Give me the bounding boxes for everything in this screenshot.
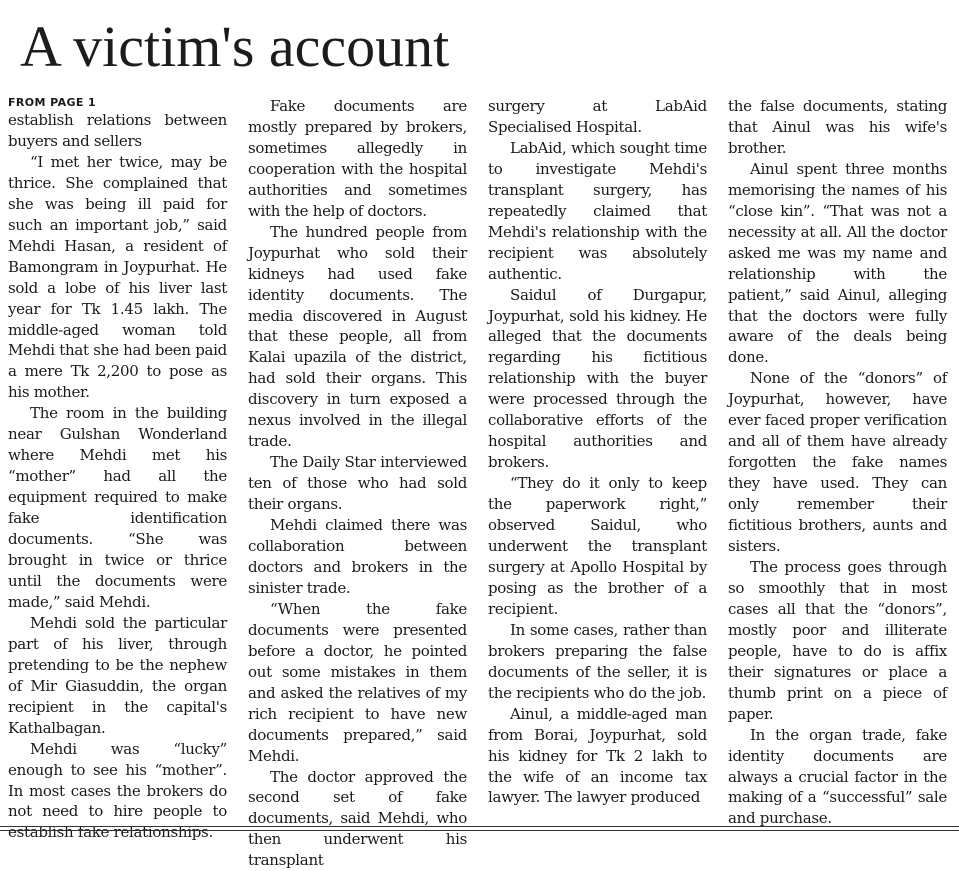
paragraph: In the organ trade, fake identity documents are always a crucial factor in the making of a “successful” sale and purchase. (728, 725, 947, 830)
paragraph: LabAid, which sought time to investigate Mehdi's transplant surgery, has repeatedly claimed that Mehdi's relationship with the recipient was absolutely authentic. (488, 138, 707, 285)
paragraph: In some cases, rather than brokers preparing the false documents of the seller, it is the recipients who do the job. (488, 620, 707, 704)
paragraph: The room in the building near Gulshan Wonderland where Mehdi met his “mother” had all the equipment required to make fake identification documents. “She was brought in twice or thrice until the documents were made,” said Mehdi. (8, 403, 227, 613)
article-column-2 (248, 96, 467, 871)
paragraph: The hundred people from Joypurhat who sold their kidneys had used fake identity documents. The media discovered in August that these people, all from Kalai upazila of the district, had sold their organs. This discovery in turn exposed a nexus involved in the illegal trade. (248, 222, 467, 452)
paragraph: surgery at LabAid Specialised Hospital. (488, 96, 707, 138)
paragraph: Saidul of Durgapur, Joypurhat, sold his kidney. He alleged that the documents regarding his fictitious relationship with the buyer were processed through the collaborative efforts of the hospital authorities and brokers. (488, 285, 707, 474)
bottom-rule (0, 826, 959, 827)
paragraph: “When the fake documents were presented before a doctor, he pointed out some mistakes in them and asked the relatives of my rich recipient to have new documents prepared,” said Mehdi. (248, 599, 467, 767)
paragraph: The Daily Star interviewed ten of those who had sold their organs. (248, 452, 467, 515)
paragraph: Ainul, a middle-aged man from Borai, Joypurhat, sold his kidney for Tk 2 lakh to the wife of an income tax lawyer. The lawyer produced (488, 704, 707, 809)
bottom-rule (0, 830, 959, 831)
article-column-1 (8, 96, 227, 843)
paragraph: The doctor approved the second set of fake documents, said Mehdi, who then underwent his transplant (248, 767, 467, 871)
paragraph: Fake documents are mostly prepared by brokers, sometimes allegedly in cooperation with the hospital authorities and sometimes with the help of doctors. (248, 96, 467, 222)
paragraph: None of the “donors” of Joypurhat, however, have ever faced proper verification and all of them have already forgotten the fake names they have used. They can only remember their fictitious brothers, aunts and sisters. (728, 368, 947, 557)
paragraph: The process goes through so smoothly that in most cases all that the “donors”, mostly poor and illiterate people, have to do is affix their signatures or place a thumb print on a piece of paper. (728, 557, 947, 725)
continuation-kicker: FROM PAGE 1 (8, 96, 227, 110)
paragraph: Mehdi sold the particular part of his liver, through pretending to be the nephew of Mir Giasuddin, the organ recipient in the capital's Kathalbagan. (8, 613, 227, 739)
paragraph: “They do it only to keep the paperwork right,” observed Saidul, who underwent the transplant surgery at Apollo Hospital by posing as the brother of a recipient. (488, 473, 707, 620)
paragraph: “I met her twice, may be thrice. She complained that she was being ill paid for such an important job,” said Mehdi Hasan, a resident of Bamongram in Joypurhat. He sold a lobe of his liver last year for Tk 1.45 lakh. The middle-aged woman told Mehdi that she had been paid a mere Tk 2,200 to pose as his mother. (8, 152, 227, 403)
headline: A victim's account (20, 12, 449, 82)
paragraph: Ainul spent three months memorising the names of his “close kin”. “That was not a necessity at all. All the doctor asked me was my name and relationship with the patient,” said Ainul, alleging that the doctors were fully aware of the deals being done. (728, 159, 947, 369)
paragraph: establish relations between buyers and sellers (8, 110, 227, 152)
paragraph: Mehdi claimed there was collaboration between doctors and brokers in the sinister trade. (248, 515, 467, 599)
paragraph: Mehdi was “lucky” enough to see his “mother”. In most cases the brokers do not need to hire people to establish fake relationships. (8, 739, 227, 844)
article-column-3 (488, 96, 707, 808)
paragraph: the false documents, stating that Ainul was his wife's brother. (728, 96, 947, 159)
article-column-4 (728, 96, 947, 829)
